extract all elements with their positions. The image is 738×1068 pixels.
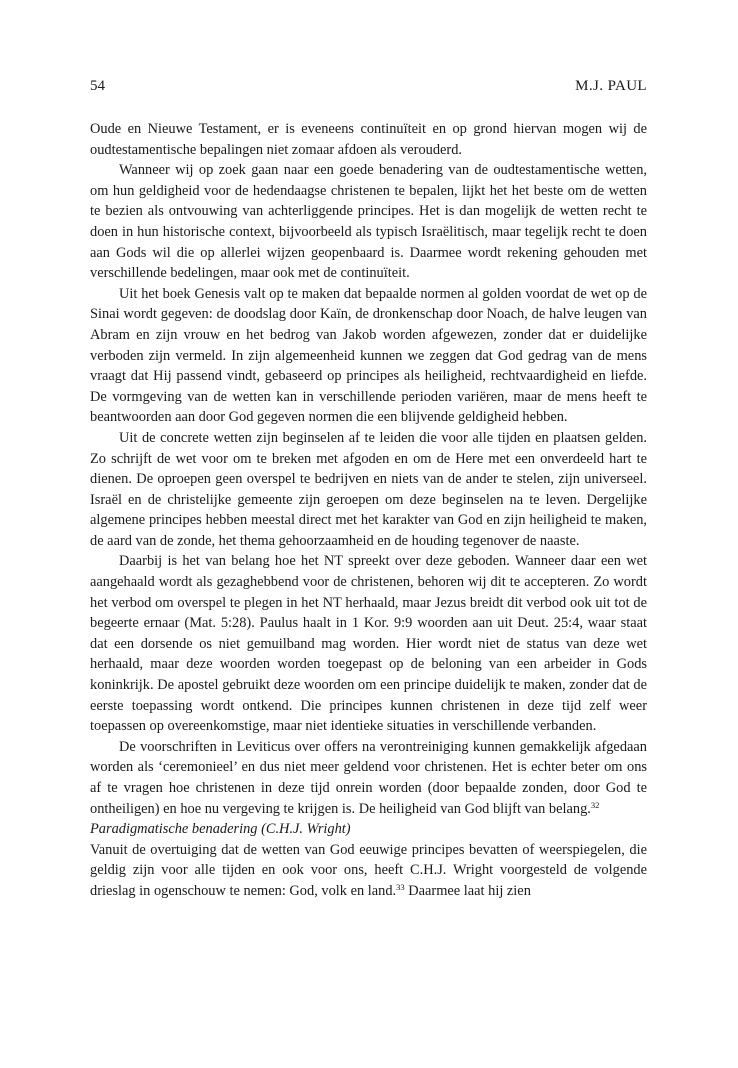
paragraph: Uit de concrete wetten zijn beginselen af te leiden die voor alle tijden en plaatsen gelden. Zo schrijft de wet voor om te breken met afgoden en om de Here met een onverdeeld hart te dienen. De oproepen geen overspel te bedrijven en niets van de ander te stelen, zijn universeel. Israël en de christelijke gemeente zijn geroepen om deze beginselen na te leven. Dergelijke algemene principes hebben meestal direct met het karakter van God en zijn heiligheid te maken, de aard van de zonde, het thema gehoorzaamheid en de houding tegenover de naaste.	[90, 429, 647, 549]
paragraph: Oude en Nieuwe Testament, er is eveneens continuïteit en op grond hiervan mogen wij de oudtestamentische bepalingen niet zomaar afdoen als verouderd.	[90, 121, 647, 158]
page-number: 54	[90, 78, 105, 94]
paragraph: Uit het boek Genesis valt op te maken dat bepaalde normen al golden voordat de wet op de Sinai wordt gegeven: de doodslag door Kaïn, de dronkenschap door Noach, de halve leugen van Abram en zijn vrouw en het bedrog van Jakob worden afgewezen, zonder dat er duidelijke verboden zijn vermeld. In zijn algemeenheid kunnen we zeggen dat God gedrag van de mens vraagt dat Hij passend vindt, gebaseerd op principes als heiligheid, rechtvaardigheid en liefde. De vormgeving van de wetten kan in verschillende perioden variëren, maar de mens heeft te beantwoorden aan door God gegeven normen die een blijvende geldigheid hebben.	[90, 285, 647, 426]
running-header	[90, 78, 647, 100]
section-heading: Paradigmatische benadering (C.H.J. Wright)	[90, 821, 351, 838]
running-author: M.J. PAUL	[575, 78, 647, 94]
section-paragraph	[90, 840, 647, 902]
paragraph-text: Vanuit de overtuiging dat de wetten van God eeuwige principes bevatten of weerspiegelen, die geldig zijn voor alle tijden en ook voor ons, heeft C.H.J. Wright voorgesteld de volgende drieslag in ogenschouw te nemen: God, volk en land.	[90, 841, 647, 899]
paragraph-with-footnote	[90, 737, 647, 819]
body-text	[90, 119, 647, 902]
paragraph-text-continued: Daarmee laat hij zien	[404, 882, 531, 899]
paragraph: Wanneer wij op zoek gaan naar een goede benadering van de oudtestamentische wetten, om hun geldigheid voor de hedendaagse christenen te bepalen, lijkt het het beste om de wetten te bezien als ontvouwing van achterliggende principes. Het is dan mogelijk de wetten recht te doen in hun historische context, bijvoorbeeld als typisch Israëlitisch, maar tegelijk recht te doen aan Gods wil die op allerlei wijzen geopenbaard is. Daarmee wordt rekening gehouden met verschillende bedelingen, maar ook met de continuïteit.	[90, 162, 647, 282]
paragraph: Daarbij is het van belang hoe het NT spreekt over deze geboden. Wanneer daar een wet aangehaald wordt als gezaghebbend voor de christenen, behoren wij dit te accepteren. Zo wordt het verbod om overspel te plegen in het NT herhaald, maar Jezus breidt dit verbod ook uit tot de begeerte ernaar (Mat. 5:28). Paulus haalt in 1 Kor. 9:9 woorden aan uit Deut. 25:4, waar staat dat een dorsende os niet gemuilband mag worden. Hier wordt niet de status van deze wet herhaald, maar deze woorden worden toegepast op de beloning van een arbeider in Gods koninkrijk. De apostel gebruikt deze woorden om een principe duidelijk te maken, zonder dat de eerste toepassing wordt ontkend. Die principes kunnen christenen in deze tijd zelf weer toepassen op overeenkomstige, maar niet identieke situaties in verschillende verbanden.	[90, 553, 647, 735]
footnote-ref-32: 32	[590, 799, 600, 810]
footnote-ref-33: 33	[396, 881, 405, 892]
paragraph-text: De voorschriften in Leviticus over offers na verontreiniging kunnen gemakkelijk afgedaan worden als ‘ceremonieel’ en dus niet meer geldend voor christenen. Het is echter beter om ons af te vragen hoe christenen in deze tijd onrein worden (door bepaalde zonden, door God te ontheiligen) en hoe nu vergeving te krijgen is. De heiligheid van God blijft van belang.	[90, 738, 647, 817]
